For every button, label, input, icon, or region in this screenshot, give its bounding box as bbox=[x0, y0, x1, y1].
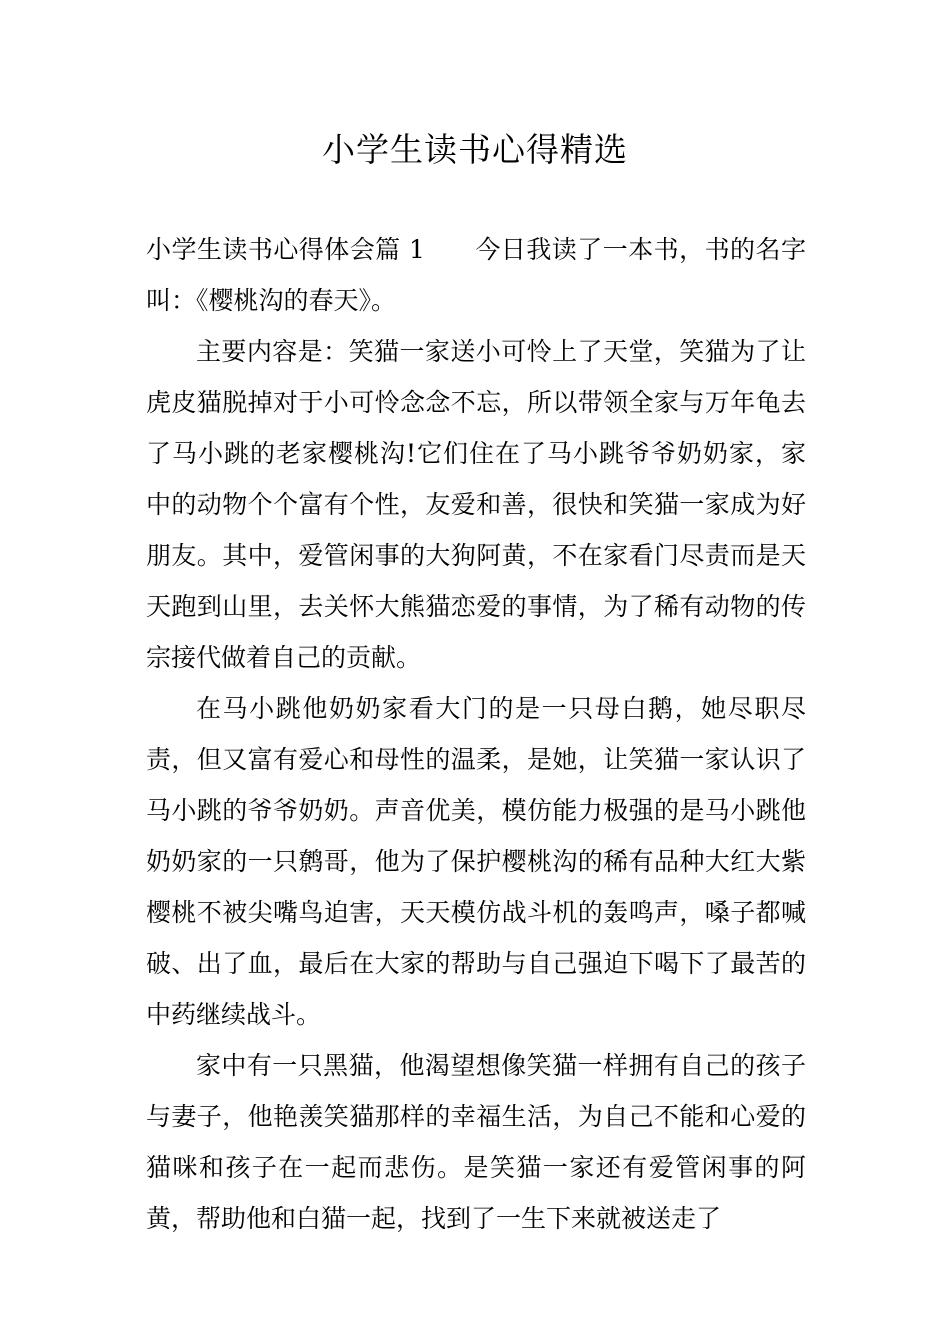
document-title: 小学生读书心得精选 bbox=[322, 130, 628, 169]
body-paragraph-3: 家中有一只黑猫，他渴望想像笑猫一样拥有自己的孩子与妻子，他艳羡笑猫那样的幸福生活，为自己不能和心爱的猫咪和孩子在一起而悲伤。是笑猫一家还有爱管闲事的阿黄，帮助他和白猫一起，找到了一生下来就被送走了 bbox=[146, 1051, 806, 1233]
intro-paragraph bbox=[146, 224, 806, 326]
document-body bbox=[146, 224, 806, 1244]
intro-heading: 小学生读书心得体会篇 1 bbox=[146, 235, 425, 264]
body-paragraph-1: 主要内容是：笑猫一家送小可怜上了天堂，笑猫为了让虎皮猫脱掉对于小可怜念念不忘，所以带领全家与万年龟去了马小跳的老家樱桃沟!它们住在了马小跳爷爷奶奶家，家中的动物个个富有个性，友爱和善，很快和笑猫一家成为好朋友。其中，爱管闲事的大狗阿黄，不在家看门尽责而是天天跑到山里，去关怀大熊猫恋爱的事情，为了稀有动物的传宗接代做着自己的贡献。 bbox=[146, 337, 806, 672]
body-paragraph-2: 在马小跳他奶奶家看大门的是一只母白鹅，她尽职尽责，但又富有爱心和母性的温柔，是她，让笑猫一家认识了马小跳的爷爷奶奶。声音优美，模仿能力极强的是马小跳他奶奶家的一只鹩哥，他为了保护樱桃沟的稀有品种大红大紫樱桃不被尖嘴鸟迫害，天天模仿战斗机的轰鸣声，嗓子都喊破、出了血，最后在大家的帮助与自己强迫下喝下了最苦的中药继续战斗。 bbox=[146, 694, 806, 1029]
intro-text: 今日我读了一本书，书的名字叫：《樱桃沟的春天》。 bbox=[146, 235, 806, 315]
